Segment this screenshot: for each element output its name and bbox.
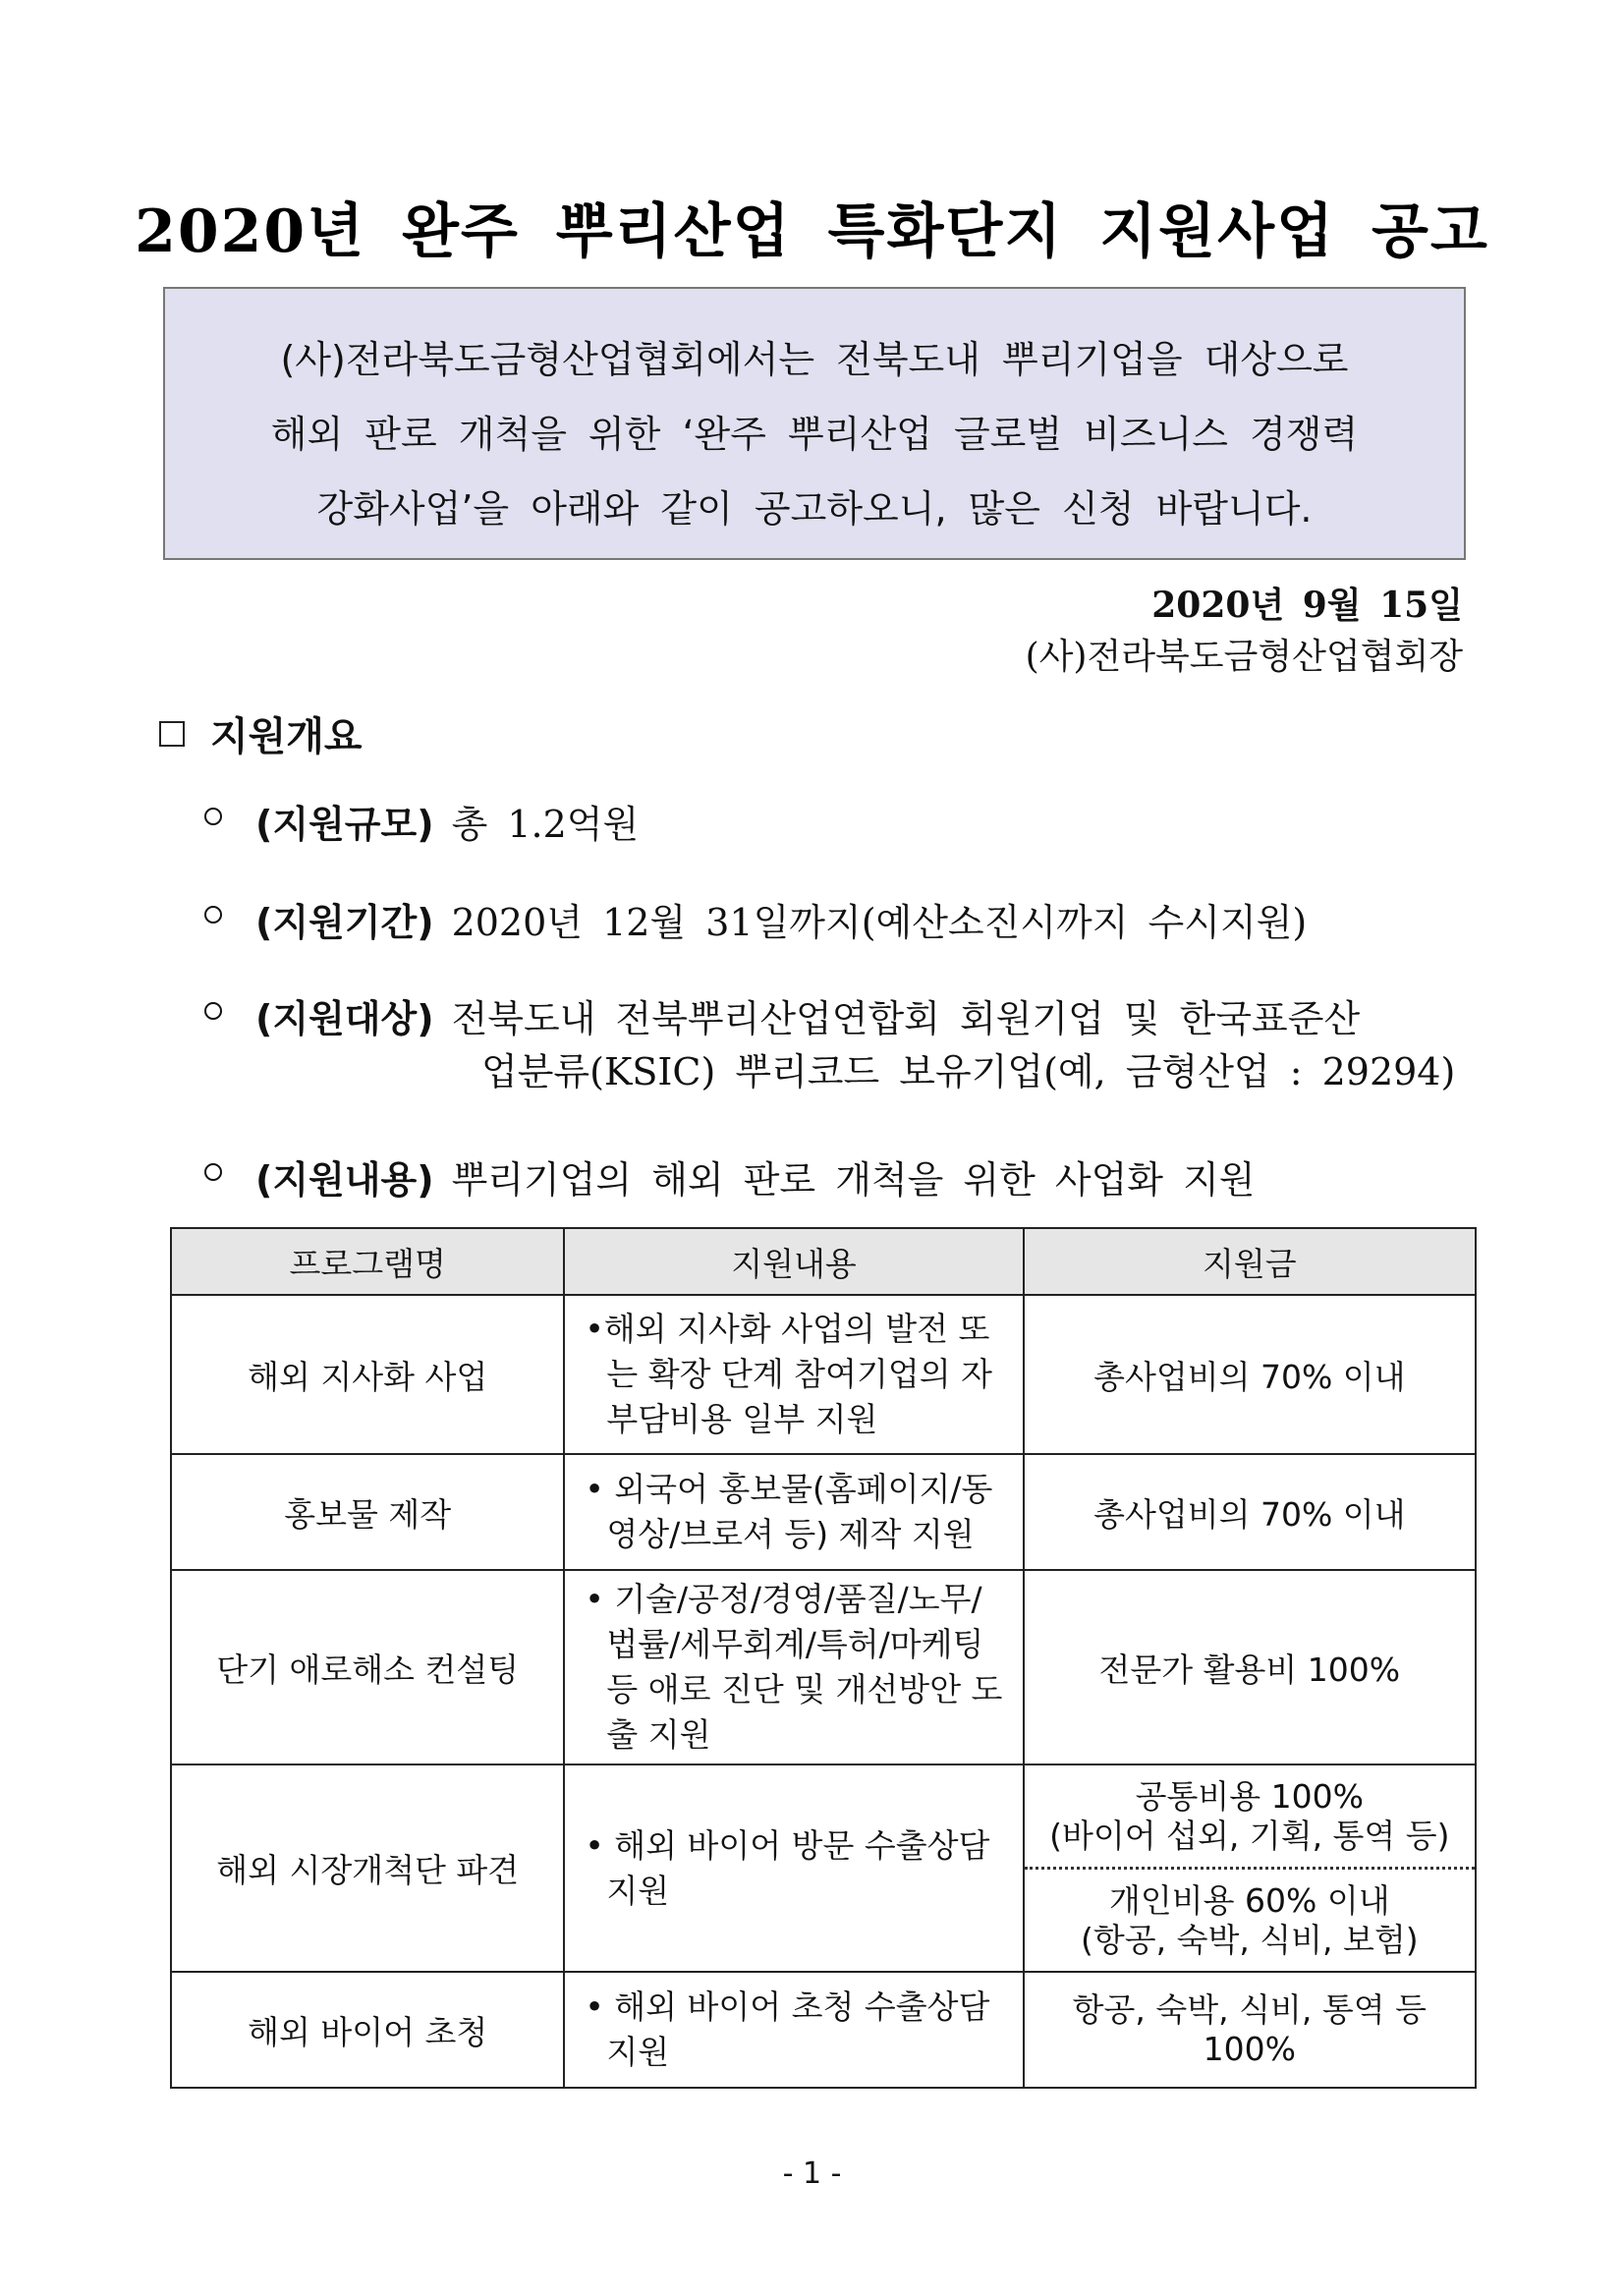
program-content	[564, 1972, 1023, 2088]
circle-bullet-icon	[204, 808, 222, 825]
bullet-text: 총 1.2억원	[451, 803, 640, 846]
section-title: 지원개요	[210, 714, 363, 759]
bullet-label: (지원대상)	[255, 997, 434, 1040]
bullet-label: (지원기간)	[255, 901, 434, 944]
table-row	[171, 1454, 1476, 1570]
section-heading	[159, 705, 363, 761]
table-header-row	[171, 1228, 1476, 1295]
column-header: 프로그램명	[171, 1228, 564, 1295]
bullet-label: (지원내용)	[255, 1158, 434, 1202]
fund-line: (항공, 숙박, 식비, 보험)	[1080, 1920, 1419, 1959]
support-amount	[1024, 1764, 1476, 1972]
table-row	[171, 1570, 1476, 1764]
issuing-organization: (사)전라북도금형산업협회장	[1025, 637, 1463, 677]
fund-line: (바이어 섭외, 기획, 통역 등)	[1049, 1816, 1450, 1855]
fund-line: 100%	[1203, 2030, 1296, 2068]
page-title: 2020년 완주 뿌리산업 특화단지 지원사업 공고	[135, 197, 1489, 266]
program-name: 홍보물 제작	[171, 1454, 564, 1570]
bullet-text: 2020년 12월 31일까지(예산소진시까지 수시지원)	[451, 901, 1308, 944]
content-text: • 외국어 홍보물(홈페이지/동영상/브로셔 등) 제작 지원	[585, 1470, 993, 1553]
notice-line: (사)전라북도금형산업협회에서는 전북도내 뿌리기업을 대상으로	[280, 338, 1349, 381]
circle-bullet-icon	[204, 1163, 222, 1181]
table-row	[171, 1764, 1476, 1972]
square-bullet-icon	[159, 721, 185, 747]
page-number: - 1 -	[782, 2156, 842, 2191]
content-text: • 해외 바이어 방문 수출상담 지원	[585, 1825, 990, 1910]
bullet-text-continued: 업분류(KSIC) 뿌리코드 보유기업(예, 금형산업 : 29294)	[481, 1050, 1456, 1093]
fund-line: 항공, 숙박, 식비, 통역 등	[1072, 1990, 1427, 2029]
circle-bullet-icon	[204, 1002, 222, 1020]
common-cost-cell	[1025, 1765, 1475, 1870]
support-amount	[1024, 1972, 1476, 2088]
support-program-table	[170, 1227, 1477, 2089]
bullet-label: (지원규모)	[255, 803, 434, 846]
content-text: •해외 지사화 사업의 발전 또는 확장 단계 참여기업의 자부담비용 일부 지원	[585, 1310, 992, 1438]
table-row	[171, 1972, 1476, 2088]
table-row	[171, 1295, 1476, 1454]
program-content	[564, 1570, 1023, 1764]
support-amount: 총사업비의 70% 이내	[1024, 1295, 1476, 1454]
support-amount: 전문가 활용비 100%	[1024, 1570, 1476, 1764]
program-name: 해외 지사화 사업	[171, 1295, 564, 1454]
fund-line: 공통비용 100%	[1135, 1776, 1364, 1816]
notice-date: 2020년 9월 15일	[1151, 585, 1463, 626]
program-content	[564, 1764, 1023, 1972]
program-name: 단기 애로해소 컨설팅	[171, 1570, 564, 1764]
bullet-text: 전북도내 전북뿌리산업연합회 회원기업 및 한국표준산	[451, 997, 1361, 1040]
column-header: 지원금	[1024, 1228, 1476, 1295]
content-text: • 기술/공정/경영/품질/노무/법률/세무회계/특허/마케팅 등 애로 진단 및 개선방안 도출 지원	[585, 1580, 1003, 1754]
bullet-item	[204, 892, 1307, 946]
bullet-item	[204, 794, 639, 848]
bullet-item	[204, 988, 1360, 1042]
program-name: 해외 시장개척단 파견	[171, 1764, 564, 1972]
program-content	[564, 1454, 1023, 1570]
program-content	[564, 1295, 1023, 1454]
notice-line: 해외 판로 개척을 위한 ‘완주 뿌리산업 글로벌 비즈니스 경쟁력	[270, 413, 1359, 456]
program-name: 해외 바이어 초청	[171, 1972, 564, 2088]
notice-box	[163, 287, 1466, 560]
circle-bullet-icon	[204, 906, 222, 924]
support-amount: 총사업비의 70% 이내	[1024, 1454, 1476, 1570]
bullet-text: 뿌리기업의 해외 판로 개척을 위한 사업화 지원	[451, 1158, 1256, 1202]
personal-cost-cell	[1025, 1870, 1475, 1971]
bullet-item	[204, 1149, 1256, 1204]
fund-line: 개인비용 60% 이내	[1109, 1880, 1390, 1920]
notice-line: 강화사업’을 아래와 같이 공고하오니, 많은 신청 바랍니다.	[316, 487, 1313, 531]
content-text: • 해외 바이어 초청 수출상담 지원	[585, 1988, 990, 2071]
column-header: 지원내용	[564, 1228, 1023, 1295]
